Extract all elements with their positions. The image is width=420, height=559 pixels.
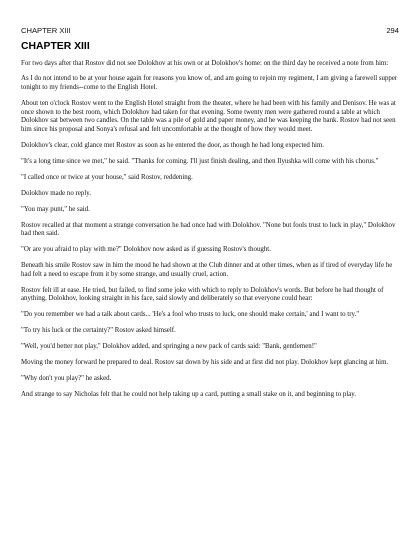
paragraph: As I do not intend to be at your house again for reasons you know of, and am going to rejoin my regiment, I am giving a farewell supper tonight to my friends--come to the English Hotel.	[21, 75, 398, 92]
paragraph: Rostov recalled at that moment a strange conversation he had once had with Dolokhov. "None but fools trust to luck in play," Dolokhov had then said.	[21, 221, 396, 238]
book-page	[21, 26, 399, 407]
paragraph: "Well, you'd better not play," Dolokhov added, and springing a new pack of cards said: "Bank, gentlemen!"	[21, 343, 317, 351]
paragraph: Rostov felt ill at ease. He tried, but failed, to find some joke with which to reply to Dolokhov's words. But before he had thought of anything, Dolokhov, looking straight in his face, said slowly and deliberately so that everyone could hear:	[21, 286, 384, 303]
paragraph: "I called once or twice at your house," said Rostov, reddening.	[21, 173, 193, 181]
running-title: CHAPTER XIII	[21, 26, 71, 35]
paragraph: "To try his luck or the certainty?" Rostov asked himself.	[21, 327, 176, 335]
running-header	[21, 26, 399, 35]
page-number: 294	[386, 26, 399, 35]
paragraph: Dolokhov's clear, cold glance met Rostov as soon as he entered the door, as though he had long expected him.	[21, 141, 325, 149]
chapter-title: CHAPTER XIII	[21, 41, 90, 52]
paragraph: And strange to say Nicholas felt that he could not help taking up a card, putting a small stake on it, and beginning to play.	[21, 391, 357, 399]
paragraph: "Why don't you play?" he asked.	[21, 375, 112, 383]
paragraph: Beneath his smile Rostov saw in him the mood he had shown at the Club dinner and at other times, when as if tired of everyday life he had felt a need to escape from it by some strange, and usually cruel, action.	[21, 262, 393, 278]
paragraph: "Or are you afraid to play with me?" Dolokhov now asked as if guessing Rostov's thought.	[21, 246, 271, 254]
paragraph: "It's a long time since we met," he said. "Thanks for coming. I'll just finish dealing, and then Ilyushka will come with his chorus."	[21, 157, 379, 165]
chapter-body	[21, 60, 399, 400]
paragraph: "Do you remember we had a talk about cards... 'He's a fool who trusts to luck, one should make certain,' and I want to try."	[21, 311, 360, 319]
paragraph: For two days after that Rostov did not see Dolokhov at his own or at Dolokhov's home: on the third day he received a note from him:	[21, 59, 389, 67]
paragraph: Dolokhov made no reply.	[21, 189, 91, 197]
paragraph: Moving the money forward he prepared to deal. Rostov sat down by his side and at first did not play. Dolokhov kept glancing at him.	[21, 359, 389, 367]
paragraph: "You may punt," he said.	[21, 205, 90, 213]
paragraph: About ten o'clock Rostov went to the English Hotel straight from the theater, where he had been with his family and Denisov. He was at once shown to the best room, which Dolokhov had taken for that evening. Some twenty men were gathered round a table at which Dolokhov sat between two candles. On the table was a pile of gold and paper money, and he was keeping the bank. Rostov had not seen him since his proposal and Sonya's refusal and felt uncomfortable at the thought of how they would meet.	[21, 100, 396, 133]
